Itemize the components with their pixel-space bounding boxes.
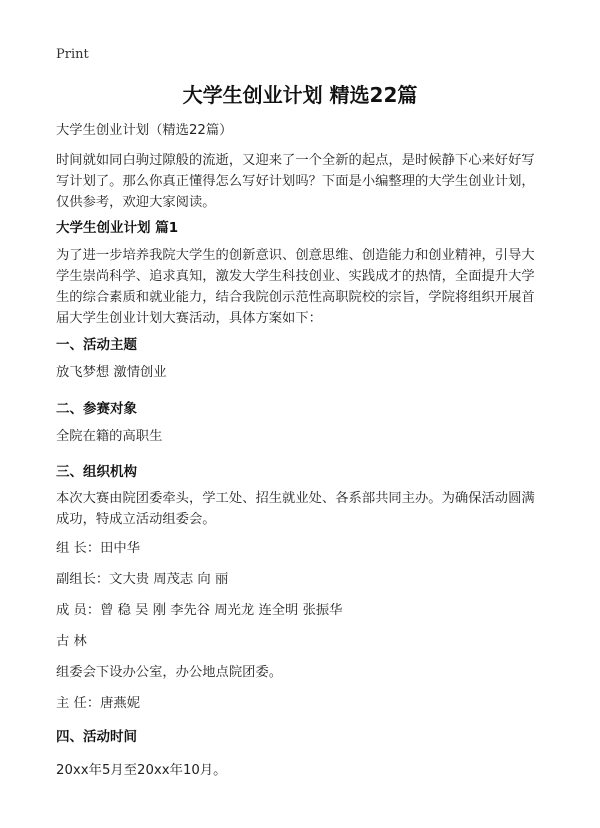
vice-leader-line: 副组长：文大贵 周茂志 向 丽 <box>56 572 229 587</box>
section2-heading: 二、参赛对象 <box>56 401 137 417</box>
section4-text: 20xx年5月至20xx年10月。 <box>56 763 227 778</box>
leader-line: 组 长：田中华 <box>56 541 141 556</box>
members-continued-line: 古 林 <box>56 634 87 649</box>
section3-text: 本次大赛由院团委牵头，学工处、招生就业处、各系部共同主办。为确保活动圆满成功，特成立活动组委会。 <box>56 491 535 527</box>
office-line: 组委会下设办公室，办公地点院团委。 <box>56 665 283 680</box>
section4-heading: 四、活动时间 <box>56 729 137 745</box>
section3-heading: 三、组织机构 <box>56 464 137 480</box>
part1-heading: 大学生创业计划 篇1 <box>56 220 179 236</box>
part1-paragraph: 为了进一步培养我院大学生的创新意识、创意思维、创造能力和创业精神，引导大学生崇尚科学、追求真知，激发大学生科技创业、实践成才的热情，全面提升大学生的综合素质和就业能力，结合我院创示范性高职院校的宗旨，学院将组织开展首届大学生创业计划大赛活动，具体方案如下： <box>56 248 535 326</box>
director-line: 主 任：唐燕妮 <box>56 696 141 711</box>
section2-text: 全院在籍的高职生 <box>56 429 163 444</box>
members-line: 成 员：曾 稳 吴 刚 李先谷 周光龙 连全明 张振华 <box>56 603 343 618</box>
section1-heading: 一、活动主题 <box>56 337 137 353</box>
section1-text: 放飞梦想 激情创业 <box>56 365 167 380</box>
intro-paragraph: 时间就如同白驹过隙般的流逝，又迎来了一个全新的起点，是时候静下心来好好写写计划了。那么你真正懂得怎么写好计划吗？下面是小编整理的大学生创业计划，仅供参考，欢迎大家阅读。 <box>56 153 535 210</box>
document-subtitle: 大学生创业计划（精选22篇） <box>56 123 233 138</box>
print-label[interactable]: Print <box>56 47 89 62</box>
page-title: 大学生创业计划 精选22篇 <box>182 83 418 107</box>
